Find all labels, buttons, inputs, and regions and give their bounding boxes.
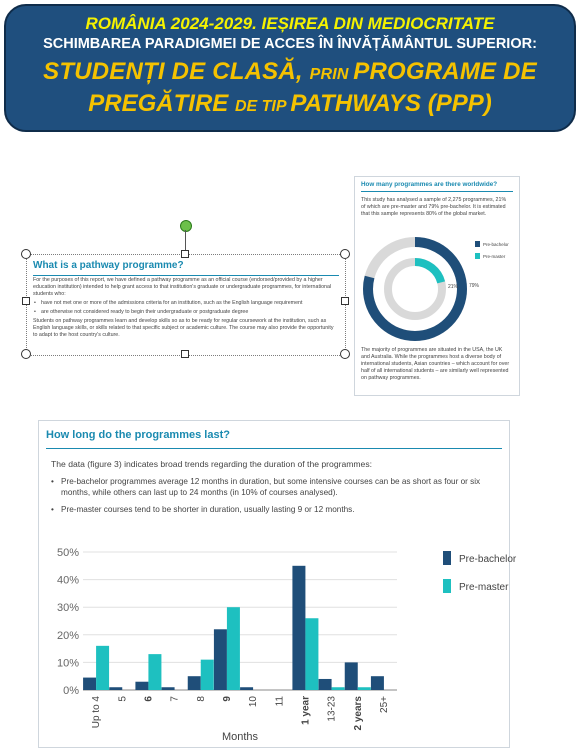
resize-handle-bottom-left[interactable] [21,349,31,359]
worldwide-text-1: This study has analysed a sample of 2,275 programmes, 21% of which are pre-master and 79% pre-bachelor. It is estimated that this sample represents 80% of the global market. [361,197,507,217]
x-tick-label: 2 years [352,696,364,731]
pathway-divider [33,275,339,276]
banner-line-4 [6,90,574,118]
resize-handle-left[interactable] [22,297,30,305]
banner-line-3c: PROGRAME DE [353,58,537,85]
y-tick-label: 40% [56,574,79,587]
x-tick-label: 8 [195,696,207,702]
bar-pre-master [96,646,109,690]
pathway-title: What is a pathway programme? [33,260,184,271]
legend-label-pre-master: Pre-master [459,582,509,593]
bar-pre-master [332,687,345,690]
banner-line-4c: PATHWAYS (PPP) [290,90,492,117]
duration-intro: The data (figure 3) indicates broad trends regarding the duration of the programmes: [51,459,373,469]
y-tick-label: 50% [56,547,79,559]
resize-handle-bottom-right[interactable] [340,349,350,359]
bar-pre-master [201,660,214,690]
legend-swatch-pre-bachelor [475,241,480,247]
bar-pre-master [358,687,371,690]
rotate-handle-line [185,230,186,252]
x-tick-label: 9 [221,696,233,702]
resize-handle-top-right[interactable] [340,249,350,259]
bar-pre-bachelor [292,566,305,690]
worldwide-panel [354,176,520,396]
x-axis-title: Months [221,731,259,743]
donut-chart [355,235,519,345]
x-tick-label: 13-23 [326,696,338,722]
duration-title: How long do the programmes last? [46,429,230,441]
banner-line-1: ROMÂNIA 2024-2029. IEȘIREA DIN MEDIOCRITATE [85,14,495,33]
bar-pre-bachelor [162,687,175,690]
title-banner [4,4,576,132]
bar-pre-master [305,618,318,690]
duration-bullet-1-line-2: months, while others can last up to 24 months (in 10% of courses analysed). [61,488,338,497]
legend-label-pre-bachelor: Pre-bachelor [459,554,517,565]
pathway-body [33,277,339,341]
bar-pre-bachelor [240,687,253,690]
duration-divider [46,448,502,449]
banner-line-4b: DE TIP [234,98,291,115]
bar-pre-bachelor [371,676,384,690]
pathway-paragraph-1: For the purposes of this report, we have defined a pathway programme as an official course (endorsed/provided by a higher education institution) intended to help grant access to that institution's graduate or undergraduate programmes, for international students who: [33,277,332,297]
duration-bar-chart [39,537,517,747]
x-tick-label: 10 [248,696,260,708]
x-tick-label: 11 [274,696,286,707]
x-tick-label: 5 [117,696,129,702]
bar-pre-bachelor [109,687,122,690]
legend-label-pre-master: Pre-master [483,254,506,259]
resize-handle-bottom[interactable] [181,350,189,358]
bar-pre-bachelor [319,679,332,690]
legend-swatch-pre-master [443,579,451,593]
y-tick-label: 10% [56,657,79,670]
x-tick-label: 6 [143,696,155,702]
resize-handle-top-left[interactable] [21,249,31,259]
x-tick-label: 7 [169,696,181,702]
pathway-textbox[interactable] [26,254,346,356]
bar-pre-bachelor [345,662,358,690]
banner-line-4a: PREGĂTIRE [88,90,235,117]
rotate-handle[interactable] [180,220,192,232]
bar-pre-bachelor [214,629,227,690]
worldwide-text-2: The majority of programmes are situated in the USA, the UK and Australia. While the programmes host a diverse body of international students, Asian countries – which account for over half of all international students – are similarly well represented on pathway programmes. [361,347,510,381]
legend-swatch-pre-bachelor [443,551,451,565]
y-tick-label: 20% [56,629,79,642]
donut-label-inner: 21% [448,284,459,290]
duration-bullet-1-line-1: Pre-bachelor programmes average 12 months in duration, but some intensive courses can be as short as four or six [61,477,481,486]
bar-pre-bachelor [135,682,148,690]
duration-bullet-1 [51,476,480,498]
donut-label-outer: 79% [469,283,480,289]
bar-pre-bachelor [83,678,96,690]
duration-bullet-2: • Pre-master courses tend to be shorter in duration, usually lasting 9 or 12 months. [51,504,355,515]
bar-pre-master [148,654,161,690]
bar-pre-bachelor [188,676,201,690]
resize-handle-right[interactable] [341,297,349,305]
x-tick-label: 25+ [378,696,390,713]
banner-line-2: SCHIMBAREA PARADIGMEI DE ACCES ÎN ÎNVĂȚĂMÂNTUL SUPERIOR: [43,36,537,52]
y-tick-label: 30% [56,602,79,615]
x-tick-label: Up to 4 [91,696,103,729]
legend-swatch-pre-master [475,253,480,259]
banner-line-3 [6,58,574,86]
y-tick-label: 0% [63,685,79,697]
banner-line-3a: STUDENȚI DE CLASĂ, [43,58,310,85]
pathway-bullet-1: • have not met one or more of the admissions criteria for an institution, such as the English language requirement [33,300,339,307]
banner-line-3b: PRIN [309,66,354,83]
legend-label-pre-bachelor: Pre-bachelor [483,242,509,247]
resize-handle-top[interactable] [181,250,189,258]
worldwide-divider [361,191,513,192]
duration-panel [38,420,517,748]
pathway-paragraph-2: Students on pathway programmes learn and develop skills so as to be ready for regular coursework at the institution, such as English language skills, or skills related to that specific subject or academic culture. The course may also provide the opportunity to adapt to the host country's culture. [33,318,334,338]
pathway-bullet-2: • are otherwise not considered ready to begin their undergraduate or postgraduate degree [33,309,339,316]
bar-pre-master [227,607,240,690]
worldwide-title: How many programmes are there worldwide? [361,181,498,188]
x-tick-label: 1 year [300,696,312,725]
